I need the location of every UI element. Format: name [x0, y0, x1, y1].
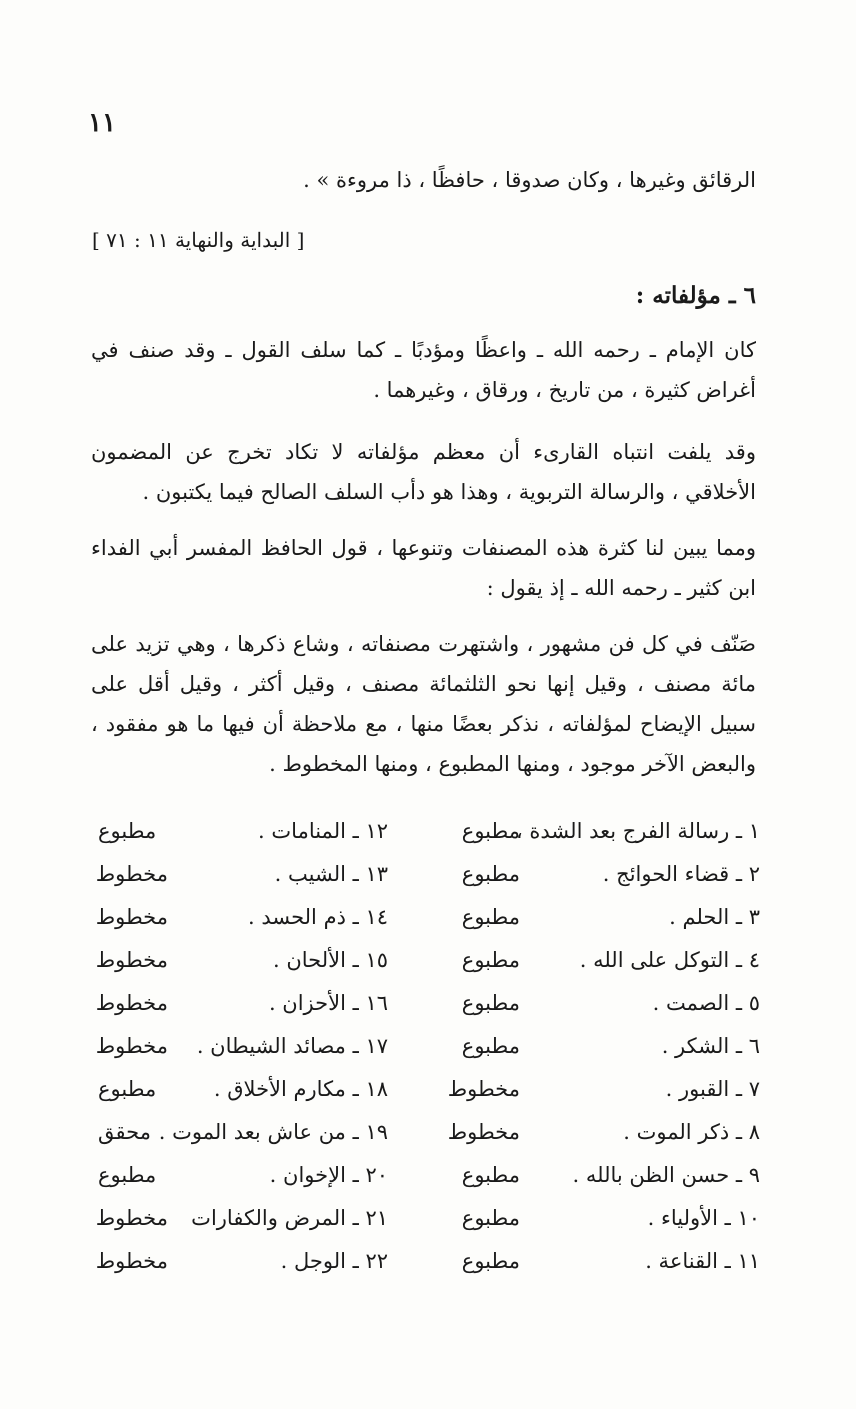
work-status: مطبوع	[461, 1206, 520, 1230]
works-row	[90, 810, 760, 853]
work-title: ٥ ـ الصمت .	[652, 991, 760, 1015]
work-status: مطبوع	[461, 948, 520, 972]
work-title: ٨ ـ ذكر الموت .	[623, 1120, 760, 1144]
work-title: ٩ ـ حسن الظن بالله .	[572, 1163, 760, 1187]
paragraph-text: وقد يلفت انتباه القارىء أن معظم مؤلفاته لا تكاد تخرج عن المضمون الأخلاقي ، والرسالة التربوية ، وهذا هو دأب السلف الصالح فيما يكتبون .	[91, 440, 756, 504]
works-row	[90, 1154, 760, 1197]
work-title: ٣ ـ الحلم .	[669, 905, 760, 929]
paragraph-text: كان الإمام ـ رحمه الله ـ واعظًا ومؤدبًا ـ كما سلف القول ـ وقد صنف في أغراض كثيرة ، من تاريخ ، ورقاق ، وغيرهما .	[91, 338, 756, 402]
work-title: ١٠ ـ الأولياء .	[647, 1206, 760, 1230]
paragraph-quote	[91, 624, 756, 784]
work-title: ١٣ ـ الشيب .	[274, 862, 388, 886]
work-title: ١٢ ـ المنامات .	[258, 819, 388, 843]
work-title: ١٥ ـ الألحان .	[272, 948, 388, 972]
works-row	[90, 853, 760, 896]
work-status: مخطوط	[447, 1120, 520, 1144]
work-status: مطبوع	[98, 1077, 157, 1101]
works-row	[90, 896, 760, 939]
paragraph-moral-content	[91, 432, 756, 512]
work-title: ٦ ـ الشكر .	[661, 1034, 760, 1058]
work-status: مخطوط	[95, 1034, 168, 1058]
page-number: ١١	[88, 108, 116, 138]
section-heading: ٦ ـ مؤلفاته :	[635, 282, 756, 309]
works-list	[90, 810, 760, 1280]
work-status: مطبوع	[461, 991, 520, 1015]
paragraph-intro	[91, 330, 756, 410]
works-row	[90, 1111, 760, 1154]
work-title: ١٤ ـ ذم الحسد .	[248, 905, 388, 929]
continuation-line: الرقائق وغيرها ، وكان صدوقا ، حافظًا ، ذا مروءة » .	[303, 168, 756, 192]
paragraph-text: ومما يبين لنا كثرة هذه المصنفات وتنوعها ، قول الحافظ المفسر أبي الفداء ابن كثير ـ رحمه الله ـ إذ يقول :	[91, 536, 756, 600]
work-title: ١٨ ـ مكارم الأخلاق .	[213, 1077, 388, 1101]
work-title: ٧ ـ القبور .	[665, 1077, 760, 1101]
paragraph-ibn-kathir	[91, 528, 756, 608]
work-status: مطبوع	[461, 1249, 520, 1273]
works-row	[90, 1068, 760, 1111]
work-status: محقق	[98, 1120, 151, 1144]
work-title: ٢٠ ـ الإخوان .	[269, 1163, 388, 1187]
works-row	[90, 1197, 760, 1240]
works-row	[90, 939, 760, 982]
work-title: ٤ ـ التوكل على الله .	[579, 948, 760, 972]
work-status: مخطوط	[95, 905, 168, 929]
work-title: ٢ ـ قضاء الحوائج .	[602, 862, 760, 886]
works-row	[90, 1240, 760, 1283]
work-status: مخطوط	[95, 862, 168, 886]
work-title: ١٧ ـ مصائد الشيطان .	[196, 1034, 388, 1058]
paragraph-text: صَنّف في كل فن مشهور ، واشتهرت مصنفاته ، وشاع ذكرها ، وهي تزيد على مائة مصنف ، وقيل إنها نحو الثلثمائة مصنف ، وقيل أكثر ، وقيل أقل على سبيل الإيضاح لمؤلفاته ، نذكر بعضًا منها ، مع ملاحظة أن فيها ما هو مفقود ، والبعض الآخر موجود ، ومنها المطبوع ، ومنها المخطوط .	[91, 632, 756, 776]
work-status: مطبوع	[461, 819, 520, 843]
work-status: مخطوط	[95, 1249, 168, 1273]
work-status: مخطوط	[95, 948, 168, 972]
reference-citation: [ البداية والنهاية ١١ : ٧١ ]	[92, 228, 305, 252]
work-status: مطبوع	[461, 1163, 520, 1187]
works-row	[90, 982, 760, 1025]
work-status: مطبوع	[461, 1034, 520, 1058]
work-status: مخطوط	[447, 1077, 520, 1101]
work-status: مطبوع	[98, 819, 157, 843]
works-row	[90, 1025, 760, 1068]
work-title: ١١ ـ القناعة .	[645, 1249, 760, 1273]
work-status: مخطوط	[95, 1206, 168, 1230]
work-title: ١٩ ـ من عاش بعد الموت .	[158, 1120, 388, 1144]
work-title: ١ ـ رسالة الفرج بعد الشدة ،	[515, 819, 760, 843]
work-status: مطبوع	[461, 905, 520, 929]
work-status: مطبوع	[98, 1163, 157, 1187]
work-status: مخطوط	[95, 991, 168, 1015]
work-title: ١٦ ـ الأحزان .	[268, 991, 388, 1015]
work-title: ٢٢ ـ الوجل .	[280, 1249, 388, 1273]
work-title: ٢١ ـ المرض والكفارات	[191, 1206, 388, 1230]
work-status: مطبوع	[461, 862, 520, 886]
